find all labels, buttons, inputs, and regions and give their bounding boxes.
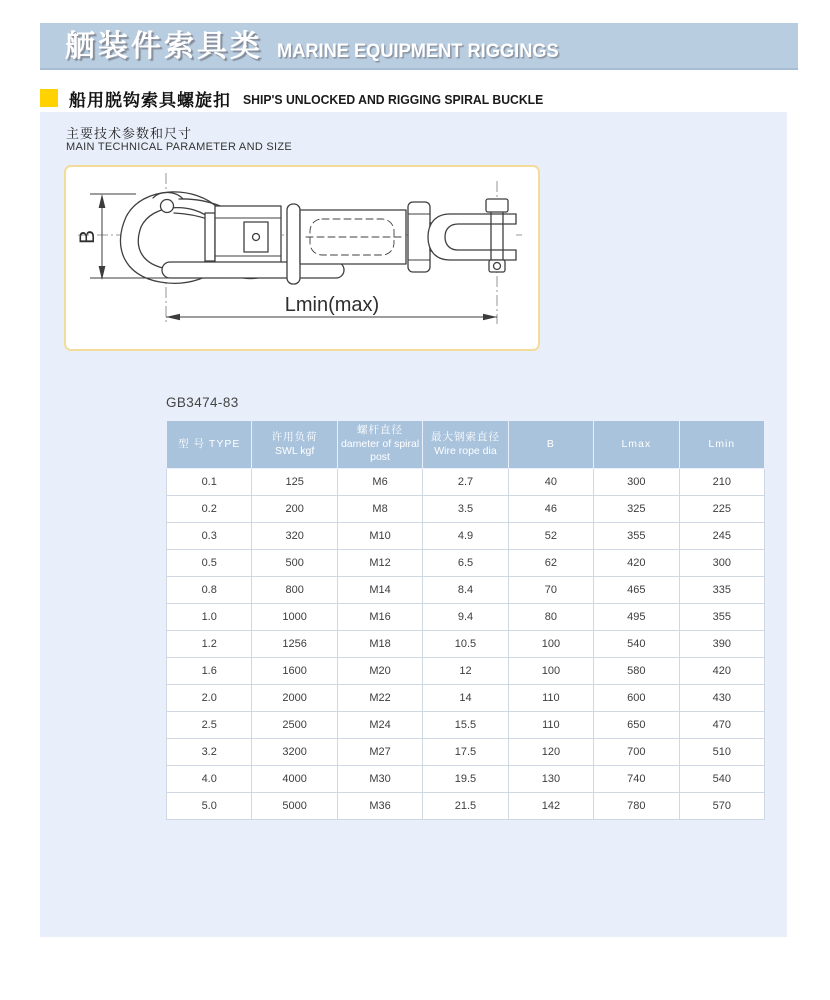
table-row [167, 631, 765, 658]
dim-b-label: B [76, 229, 99, 245]
table-row [167, 766, 765, 793]
table-cell: 300 [679, 550, 764, 577]
page-header-band [40, 23, 798, 70]
table-cell: M22 [337, 685, 422, 712]
housing-flange [205, 213, 215, 261]
table-cell: 0.1 [167, 469, 252, 496]
table-cell: 1.0 [167, 604, 252, 631]
table-cell: 100 [508, 658, 593, 685]
table-cell: 2500 [252, 712, 337, 739]
spec-table-body [167, 469, 765, 820]
column-header: Lmax [594, 421, 679, 469]
table-cell: M12 [337, 550, 422, 577]
table-cell: 0.2 [167, 496, 252, 523]
table-row [167, 577, 765, 604]
table-cell: 225 [679, 496, 764, 523]
table-row [167, 523, 765, 550]
table-cell: 14 [423, 685, 508, 712]
table-cell: 100 [508, 631, 593, 658]
table-cell: 510 [679, 739, 764, 766]
table-row [167, 685, 765, 712]
table-cell: 10.5 [423, 631, 508, 658]
arrow-right-icon [483, 314, 497, 320]
table-row [167, 739, 765, 766]
table-cell: 4.9 [423, 523, 508, 550]
table-cell: M24 [337, 712, 422, 739]
yellow-bullet-icon [40, 89, 58, 107]
table-cell: 12 [423, 658, 508, 685]
table-cell: 9.4 [423, 604, 508, 631]
table-cell: 355 [594, 523, 679, 550]
table-cell: 355 [679, 604, 764, 631]
table-cell: 780 [594, 793, 679, 820]
hex-nut [408, 202, 430, 272]
table-cell: M27 [337, 739, 422, 766]
column-header: B [508, 421, 593, 469]
table-cell: 15.5 [423, 712, 508, 739]
table-row [167, 793, 765, 820]
table-cell: M36 [337, 793, 422, 820]
table-cell: 500 [252, 550, 337, 577]
column-header: 型 号 TYPE [167, 421, 252, 469]
table-cell: 46 [508, 496, 593, 523]
table-cell: 320 [252, 523, 337, 550]
spec-table [166, 420, 765, 820]
table-cell: 19.5 [423, 766, 508, 793]
table-cell: 52 [508, 523, 593, 550]
table-cell: 420 [594, 550, 679, 577]
table-cell: M6 [337, 469, 422, 496]
table-cell: 430 [679, 685, 764, 712]
table-cell: 80 [508, 604, 593, 631]
left-collar [287, 204, 300, 284]
table-cell: 2.5 [167, 712, 252, 739]
table-cell: 200 [252, 496, 337, 523]
technical-drawing-box [64, 165, 540, 351]
section-title-en: SHIP'S UNLOCKED AND RIGGING SPIRAL BUCKLE [243, 92, 544, 107]
table-cell: M16 [337, 604, 422, 631]
table-cell: 800 [252, 577, 337, 604]
table-cell: M14 [337, 577, 422, 604]
table-cell: 142 [508, 793, 593, 820]
spec-table-header-row [167, 421, 765, 469]
table-cell: 4000 [252, 766, 337, 793]
table-cell: 3200 [252, 739, 337, 766]
table-cell: 2.7 [423, 469, 508, 496]
table-cell: 70 [508, 577, 593, 604]
table-row [167, 496, 765, 523]
table-cell: 110 [508, 712, 593, 739]
column-header: 许用负荷 SWL kgf [252, 421, 337, 469]
params-heading-en: MAIN TECHNICAL PARAMETER AND SIZE [66, 141, 293, 153]
page-title-en: MARINE EQUIPMENT RIGGINGS [277, 41, 559, 62]
table-cell: 470 [679, 712, 764, 739]
table-cell: 540 [679, 766, 764, 793]
table-cell: 0.8 [167, 577, 252, 604]
table-cell: 2.0 [167, 685, 252, 712]
dim-l-label: Lmin(max) [284, 294, 380, 316]
section-title-zh: 船用脱钩索具螺旋扣 [69, 90, 231, 110]
table-cell: 580 [594, 658, 679, 685]
table-row [167, 604, 765, 631]
technical-drawing [66, 167, 538, 349]
arrow-left-icon [166, 314, 180, 320]
params-heading-zh: 主要技术参数和尺寸 [66, 126, 193, 141]
table-cell: 17.5 [423, 739, 508, 766]
table-cell: 390 [679, 631, 764, 658]
table-cell: 420 [679, 658, 764, 685]
table-cell: 110 [508, 685, 593, 712]
table-cell: 335 [679, 577, 764, 604]
table-cell: 130 [508, 766, 593, 793]
table-cell: 210 [679, 469, 764, 496]
content-panel [40, 112, 787, 937]
table-cell: 21.5 [423, 793, 508, 820]
table-cell: 3.5 [423, 496, 508, 523]
table-cell: 62 [508, 550, 593, 577]
table-cell: 650 [594, 712, 679, 739]
pivot-pin-hole [161, 200, 174, 213]
column-header: Lmin [679, 421, 764, 469]
table-cell: 300 [594, 469, 679, 496]
table-cell: 120 [508, 739, 593, 766]
table-cell: 465 [594, 577, 679, 604]
clevis-pin-head [486, 199, 508, 212]
table-cell: M10 [337, 523, 422, 550]
table-row [167, 712, 765, 739]
housing-bolt [253, 234, 260, 241]
table-cell: 245 [679, 523, 764, 550]
table-row [167, 550, 765, 577]
table-cell: 4.0 [167, 766, 252, 793]
table-cell: 3.2 [167, 739, 252, 766]
table-cell: 600 [594, 685, 679, 712]
table-cell: 2000 [252, 685, 337, 712]
table-cell: 700 [594, 739, 679, 766]
table-cell: 1.2 [167, 631, 252, 658]
table-cell: 125 [252, 469, 337, 496]
table-cell: 325 [594, 496, 679, 523]
table-cell: M20 [337, 658, 422, 685]
standard-code: GB3474-83 [166, 395, 239, 410]
cotter-ring [494, 263, 501, 270]
table-cell: 1.6 [167, 658, 252, 685]
column-header: 最大钢索直径 Wire rope dia [423, 421, 508, 469]
table-cell: 8.4 [423, 577, 508, 604]
table-cell: 495 [594, 604, 679, 631]
table-cell: 1600 [252, 658, 337, 685]
table-cell: M8 [337, 496, 422, 523]
table-cell: 0.5 [167, 550, 252, 577]
table-cell: 5.0 [167, 793, 252, 820]
table-cell: M18 [337, 631, 422, 658]
table-cell: 1000 [252, 604, 337, 631]
table-row [167, 469, 765, 496]
table-cell: 570 [679, 793, 764, 820]
table-cell: M30 [337, 766, 422, 793]
page-title-zh: 舾装件索具类 [65, 30, 263, 63]
table-cell: 6.5 [423, 550, 508, 577]
table-cell: 1256 [252, 631, 337, 658]
table-cell: 0.3 [167, 523, 252, 550]
table-cell: 540 [594, 631, 679, 658]
column-header: 螺杆直径 dameter of spiral post [337, 421, 422, 469]
table-cell: 5000 [252, 793, 337, 820]
table-cell: 40 [508, 469, 593, 496]
table-cell: 740 [594, 766, 679, 793]
section-heading [40, 88, 562, 108]
table-row [167, 658, 765, 685]
arrow-up-icon [99, 194, 106, 208]
